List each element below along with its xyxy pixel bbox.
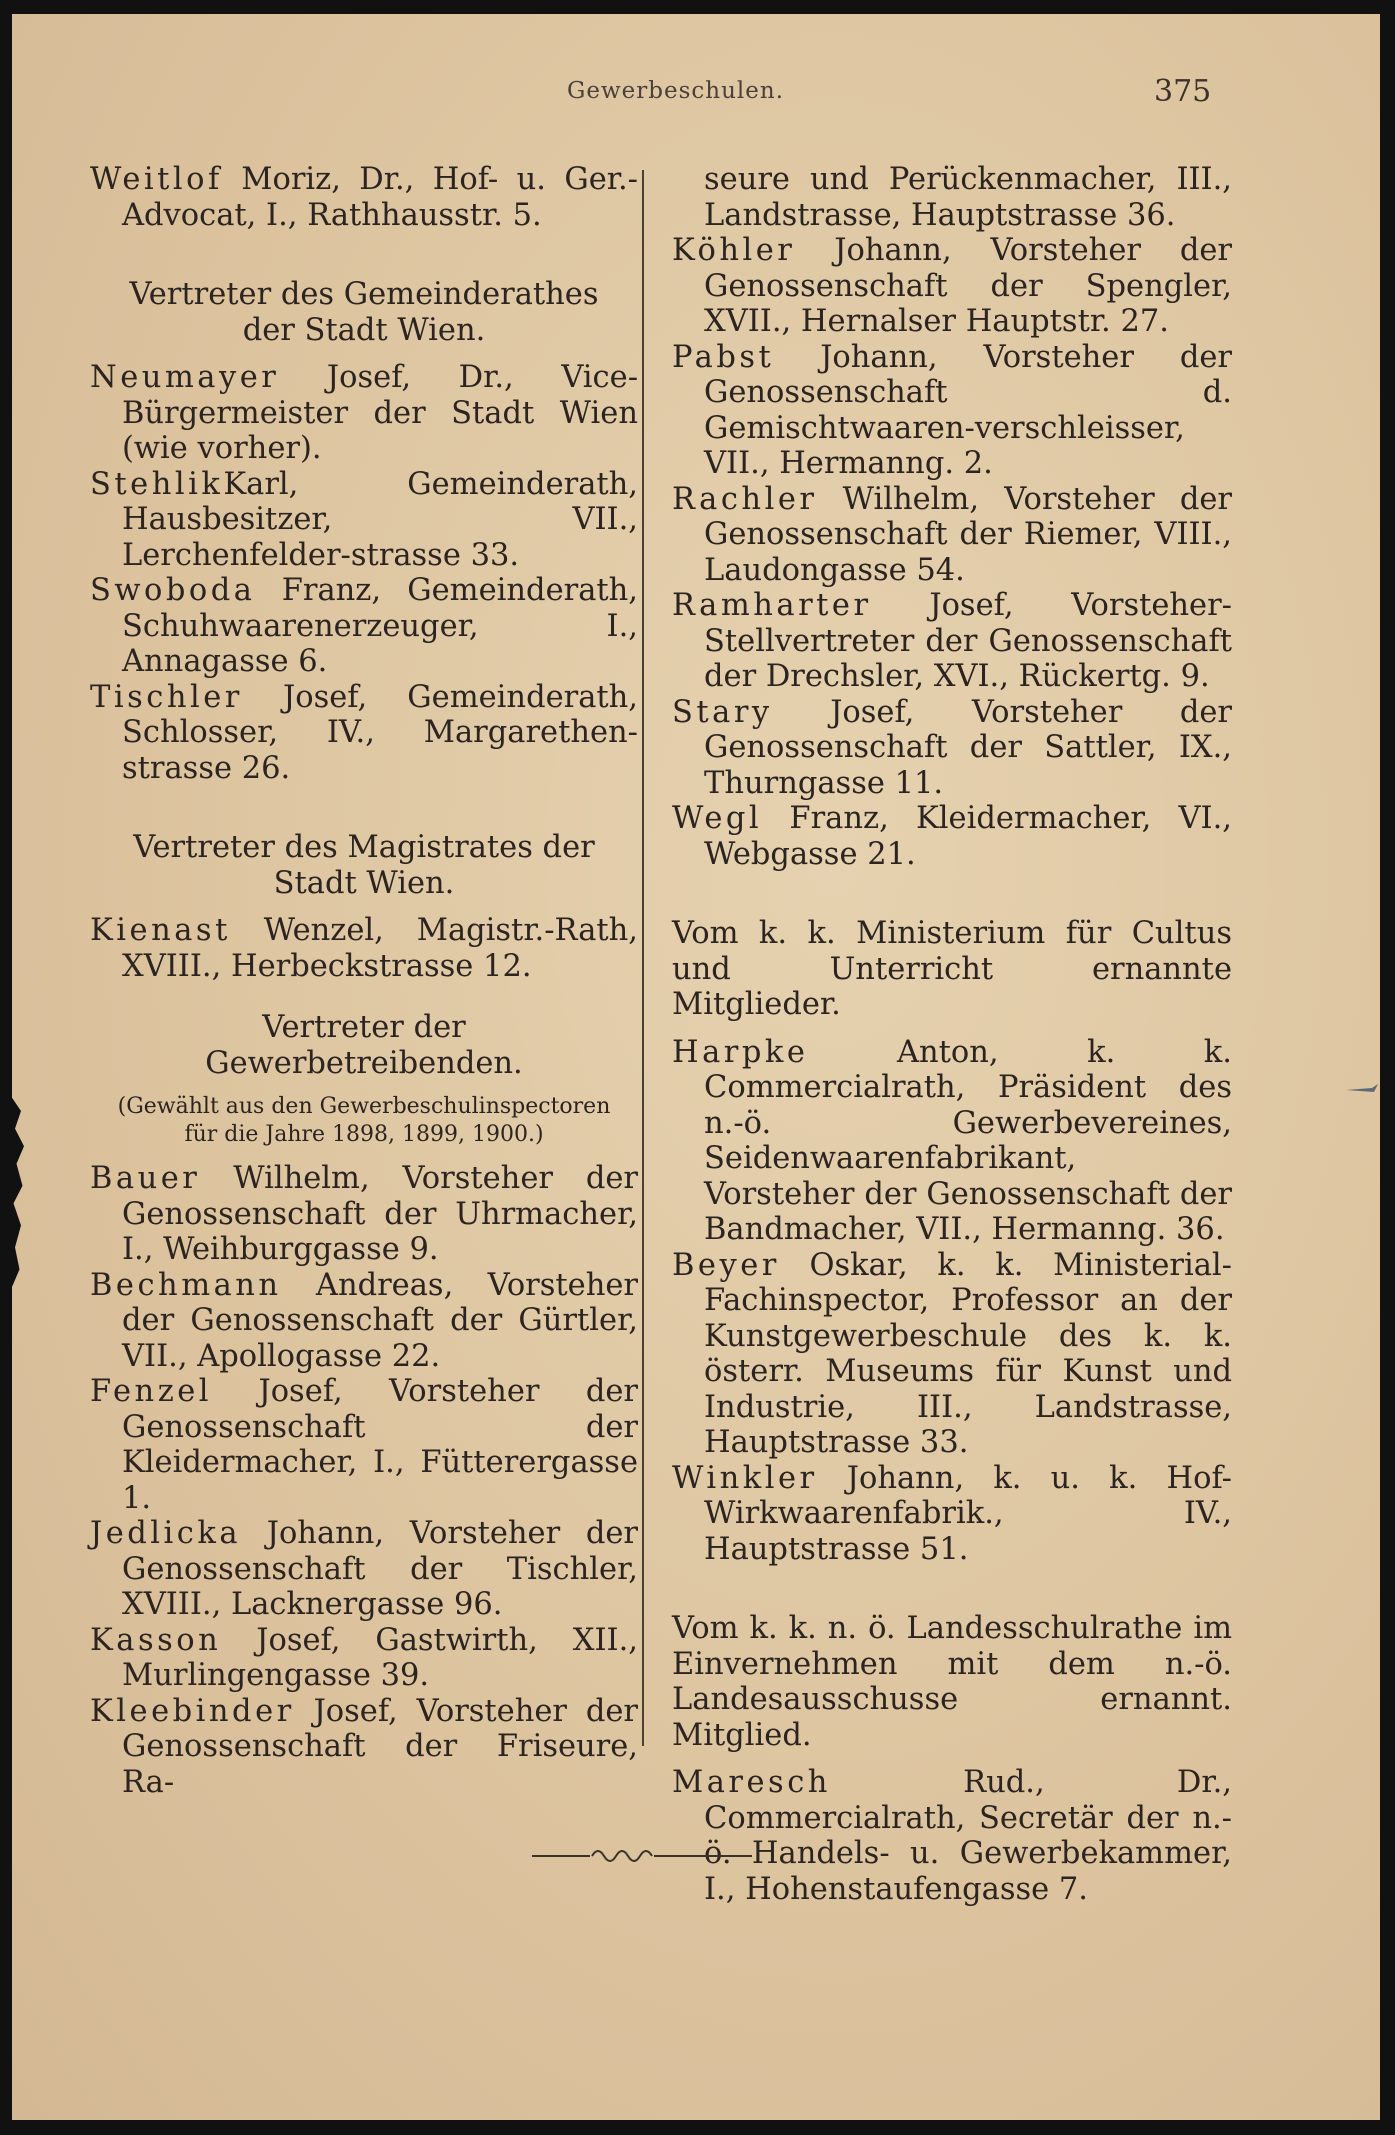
entry-koehler: Köhler Johann, Vorsteher der Genossenschaft der Spengler, XVII., Hernalser Hauptstr. 27.	[672, 233, 1232, 339]
entry-jedlicka: Jedlicka Johann, Vorsteher der Genossenschaft der Tischler, XVIII., Lacknergasse 96.	[90, 1516, 638, 1622]
entry-weitlof: Weitlof Moriz, Dr., Hof- u. Ger.-Advocat, I., Rathhausstr. 5.	[90, 162, 638, 233]
entry-kasson: Kasson Josef, Gastwirth, XII., Murlingengasse 39.	[90, 1622, 638, 1693]
entry-ramharter: Ramharter Josef, Vorsteher-Stellvertreter der Genossenschaft der Drechsler, XVI., Rückertg. 9.	[672, 588, 1232, 694]
entry-kleebinder: Kleebinder Josef, Vorsteher der Genossenschaft der Friseure, Ra-	[90, 1693, 638, 1800]
election-note: (Gewählt aus den Gewerbeschulinspectoren für die Jahre 1898, 1899, 1900.)	[117, 1094, 611, 1147]
entry-pabst: Pabst Johann, Vorsteher der Genossenschaft d. Gemischtwaaren-verschleisser, VII., Hermanng. 2.	[672, 339, 1232, 481]
running-header	[12, 72, 1380, 112]
entry-winkler: Winkler Johann, k. u. k. Hof-Wirkwaarenfabrik., IV., Hauptstrasse 51.	[672, 1460, 1232, 1567]
torn-edge	[0, 1089, 30, 1309]
entry-maresch: Maresch Rud., Dr., Commercialrath, Secretär der n.-ö. Handels- u. Gewerbekammer, I., Hohenstaufengasse 7.	[672, 1765, 1232, 1907]
entry-wegl: Wegl Franz, Kleidermacher, VI., Webgasse 21.	[672, 801, 1232, 872]
book-page	[12, 14, 1380, 2120]
section-heading-gemeinderath: Vertreter des Gemeinderathes der Stadt Wien.	[129, 277, 599, 348]
section-heading-gewerbetreibende: Vertreter der Gewerbetreibenden.	[205, 1010, 523, 1081]
entry-swoboda: Swoboda Franz, Gemeinderath, Schuhwaarenerzeuger, I., Annagasse 6.	[90, 573, 638, 679]
pencil-mark-icon	[1344, 1082, 1378, 1098]
entry-tischler: Tischler Josef, Gemeinderath, Schlosser, IV., Margarethen-strasse 26.	[90, 679, 638, 786]
entry-neumayer: Neumayer Josef, Dr., Vice-Bürgermeister der Stadt Wien (wie vorher).	[90, 360, 638, 466]
entry-harpke: Harpke Anton, k. k. Commercialrath, Präsident des n.-ö. Gewerbevereines, Seidenwaarenfabrikant, Vorsteher der Genossenschaft der Bandmacher, VII., Hermanng. 36.	[672, 1034, 1232, 1247]
entry-rachler: Rachler Wilhelm, Vorsteher der Genossenschaft der Riemer, VIII., Laudongasse 54.	[672, 481, 1232, 588]
section-heading-ministerium: Vom k. k. Ministerium für Cultus und Unterricht ernannte Mitglieder.	[672, 916, 1232, 1022]
entry-stary: Stary Josef, Vorsteher der Genossenschaft der Sattler, IX., Thurngasse 11.	[672, 694, 1232, 801]
right-column	[672, 162, 1232, 1907]
entry-kienast: Kienast Wenzel, Magistr.-Rath, XVIII., Herbeckstrasse 12.	[90, 913, 638, 984]
section-heading-magistrat: Vertreter des Magistrates der Stadt Wien.	[133, 830, 595, 901]
end-ornament-icon	[532, 1844, 752, 1868]
column-divider	[642, 170, 644, 1746]
page-number: 375	[1154, 74, 1212, 109]
section-heading-landesschulrath: Vom k. k. n. ö. Landesschulrathe im Einvernehmen mit dem n.-ö. Landesausschusse ernannt. Mitglied.	[672, 1611, 1232, 1753]
entry-bechmann: Bechmann Andreas, Vorsteher der Genossenschaft der Gürtler, VII., Apollogasse 22.	[90, 1267, 638, 1374]
entry-stehlik: StehlikKarl, Gemeinderath, Hausbesitzer, VII., Lerchenfelder-strasse 33.	[90, 466, 638, 573]
running-title: Gewerbeschulen.	[567, 78, 785, 104]
entry-fenzel: Fenzel Josef, Vorsteher der Genossenschaft der Kleidermacher, I., Fütterergasse 1.	[90, 1374, 638, 1516]
entry-continuation: seure und Perückenmacher, III., Landstrasse, Hauptstrasse 36.	[704, 162, 1232, 233]
entry-beyer: Beyer Oskar, k. k. Ministerial-Fachinspector, Professor an der Kunstgewerbeschule des k. k. österr. Museums für Kunst und Industrie, III., Landstrasse, Hauptstrasse 33.	[672, 1247, 1232, 1460]
left-column	[90, 162, 638, 1800]
entry-bauer: Bauer Wilhelm, Vorsteher der Genossenschaft der Uhrmacher, I., Weihburggasse 9.	[90, 1161, 638, 1267]
